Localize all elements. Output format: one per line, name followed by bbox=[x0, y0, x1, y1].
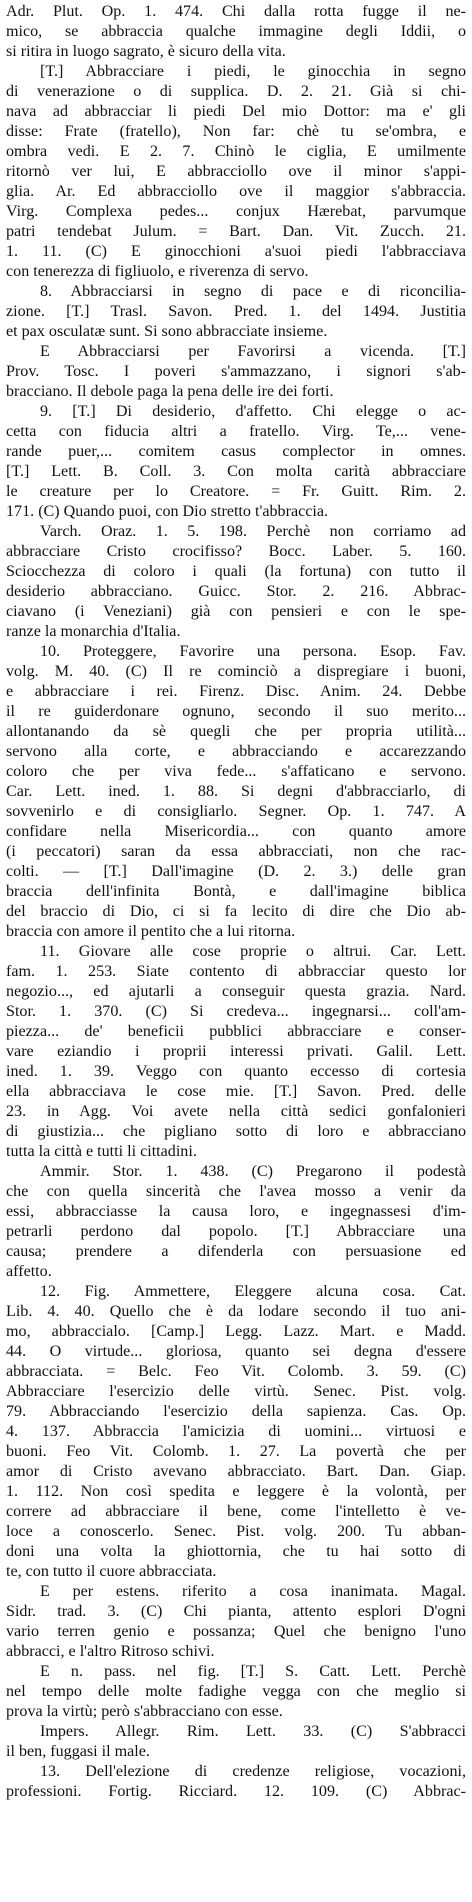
text-line: braccia con amore il pentito che a lui ritorna. bbox=[6, 923, 296, 940]
text-line: ined. 1. 39. Veggo con quanto eccesso di cortesia bbox=[6, 1063, 466, 1080]
text-line: il re guiderdonare ognuno, secondo il suo merito... bbox=[6, 703, 466, 720]
text-line: affetto. bbox=[6, 1263, 52, 1280]
text-line: allontanando da sè quegli che per propria utilità... bbox=[6, 723, 466, 740]
text-line: bracciano. Il debole paga la pena delle ire dei forti. bbox=[6, 383, 334, 400]
text-line: cetta con fiducia altri a fratello. Virg. Te,... vene- bbox=[6, 423, 466, 440]
text-line: piezza... de' beneficii pubblici abbracciare e conser- bbox=[6, 1023, 466, 1040]
text-line: (i peccatori) saran da essa abbracciati, non che rac- bbox=[6, 843, 466, 860]
text-line: che con quella sincerità che l'avea mosso a venir da bbox=[6, 1183, 466, 1200]
text-line: rande puer,... comitem casus complector in omnes. bbox=[6, 443, 466, 460]
text-line: prova la virtù; però s'abbracciano con esse. bbox=[6, 1703, 283, 1720]
text-line: 13. Dell'elezione di credenze religiose, vocazioni, bbox=[40, 1763, 466, 1780]
text-line: Sciocchezza di coloro i quali (la fortuna) con tutto il bbox=[6, 563, 466, 580]
text-line: vario terren genio e possanza; Quel che benigno l'uno bbox=[6, 1623, 466, 1640]
text-line: negozio..., ed ajutarli a conseguir questa grazia. Nard. bbox=[6, 983, 466, 1000]
text-line: patri tendebat Julum. = Bart. Dan. Vit. Zucch. 21. bbox=[6, 223, 466, 240]
text-line: di venerazione o di supplica. D. 2. 21. Già si chi- bbox=[6, 83, 466, 100]
text-line: 10. Proteggere, Favorire una persona. Esop. Fav. bbox=[40, 643, 466, 660]
text-line: desiderio abbracciano. Guicc. Stor. 2. 216. Abbrac- bbox=[6, 583, 466, 600]
text-line: buoni. Feo Vit. Colomb. 1. 27. La povertà che per bbox=[6, 1443, 466, 1460]
text-line: Sidr. trad. 3. (C) Chi pianta, attento esplori D'ogni bbox=[6, 1603, 466, 1620]
text-line: doni una volta la ghiottornia, che tu hai sotto di bbox=[6, 1543, 466, 1560]
text-line: ciavano (i Veneziani) già con pensieri e con le spe- bbox=[6, 603, 466, 620]
text-line: vare eziandio i proprii interessi privati. Galil. Lett. bbox=[6, 1043, 466, 1060]
text-line: tutta la città e tutti li cittadini. bbox=[6, 1143, 197, 1160]
text-line: fam. 1. 253. Siate contento di abbracciar questo lor bbox=[6, 963, 466, 980]
text-line: Car. Lett. ined. 1. 88. Si degni d'abbracciarlo, di bbox=[6, 783, 466, 800]
text-line: E n. pass. nel fig. [T.] S. Catt. Lett. Perchè bbox=[40, 1663, 466, 1680]
text-line: ella abbracciava le cose mie. [T.] Savon. Pred. delle bbox=[6, 1083, 466, 1100]
text-line: amor di Cristo avevano abbracciato. Bart. Dan. Giap. bbox=[6, 1463, 466, 1480]
text-line: di giustizia... che pigliano sotto di loro e abbracciano bbox=[6, 1123, 466, 1140]
text-line: Varch. Oraz. 1. 5. 198. Perchè non corriamo ad bbox=[40, 523, 466, 540]
text-line: Abbracciare l'esercizio delle virtù. Senec. Pist. volg. bbox=[6, 1383, 466, 1400]
text-line: professioni. Fortig. Ricciard. 12. 109. (C) Abbrac- bbox=[6, 1783, 466, 1800]
text-line: 79. Abbracciando l'esercizio della sapienza. Cas. Op. bbox=[6, 1403, 466, 1420]
text-line: essi, abbracciasse la causa loro, e ingegnassesi d'im- bbox=[6, 1203, 466, 1220]
text-line: glia. Ar. Ed abbracciollo ove il maggior s'abbraccia. bbox=[6, 183, 466, 200]
text-line: Virg. Complexa pedes... conjux Hærebat, parvumque bbox=[6, 203, 466, 220]
text-line: te, con tutto il cuore abbracciata. bbox=[6, 1563, 217, 1580]
text-line: ranze la monarchia d'Italia. bbox=[6, 623, 181, 640]
text-line: 9. [T.] Di desiderio, d'affetto. Chi elegge o ac- bbox=[40, 403, 466, 420]
text-line: si ritira in luogo sagrato, è sicuro della vita. bbox=[6, 43, 286, 60]
text-line: e abbracciare i rei. Firenz. Disc. Anim. 24. Debbe bbox=[6, 683, 466, 700]
text-line: mico, se abbraccia qualche immagine degli Iddii, o bbox=[6, 23, 466, 40]
text-line: loce a conoscerlo. Senec. Pist. volg. 200. Tu abban- bbox=[6, 1523, 466, 1540]
text-line: servono alla corte, e abbracciando e accarezzando bbox=[6, 743, 466, 760]
text-line: 44. O virtude... gloriosa, quanto sei degna d'essere bbox=[6, 1343, 466, 1360]
text-line: ombra vedi. E 2. 7. Chinò le ciglia, E umilmente bbox=[6, 143, 466, 160]
text-line: volg. M. 40. (C) Il re cominciò a dispregiare i buoni, bbox=[6, 663, 466, 680]
text-line: disse: Frate (fratello), Non far: chè tu se'ombra, e bbox=[6, 123, 466, 140]
text-line: del braccio di Dio, ci si fa lecito di dire che Dio ab- bbox=[6, 903, 466, 920]
text-line: abbracci, e l'altro Ritroso schivi. bbox=[6, 1643, 215, 1660]
text-line: mo, abbraccialo. [Camp.] Legg. Lazz. Mart. e Madd. bbox=[6, 1323, 466, 1340]
text-line: correre ad abbracciare il bene, come l'intelletto è ve- bbox=[6, 1503, 466, 1520]
text-line: con tenerezza di figliuolo, e riverenza di servo. bbox=[6, 263, 309, 280]
text-line: ritornò ver lui, E abbracciollo ove il minor s'appi- bbox=[6, 163, 466, 180]
text-line: 4. 137. Abbraccia l'amicizia di uomini... virtuosi e bbox=[6, 1423, 466, 1440]
text-line: sovvenirlo e di consigliarlo. Segner. Op. 1. 747. A bbox=[6, 803, 466, 820]
text-line: nava ad abbracciar li piedi Del mio Dottor: ma e' gli bbox=[6, 103, 466, 120]
text-line: Impers. Allegr. Rim. Lett. 33. (C) S'abbracci bbox=[40, 1723, 466, 1740]
text-line: 171. (C) Quando puoi, con Dio stretto t'abbraccia. bbox=[6, 503, 329, 520]
text-line: Lib. 4. 40. Quello che è da lodare secondo il tuo ani- bbox=[6, 1303, 466, 1320]
text-line: E Abbracciarsi per Favorirsi a vicenda. [T.] bbox=[40, 343, 466, 360]
text-line: E per estens. riferito a cosa inanimata. Magal. bbox=[40, 1583, 466, 1600]
text-line: Stor. 1. 370. (C) Si credeva... ingegnarsi... coll'am- bbox=[6, 1003, 466, 1020]
text-line: petrarli perdono dal popolo. [T.] Abbracciare una bbox=[6, 1223, 466, 1240]
text-line: confidare nella Misericordia... con quanto amore bbox=[6, 823, 466, 840]
text-line: et pax osculatæ sunt. Si sono abbracciate insieme. bbox=[6, 323, 328, 340]
text-line: Ammir. Stor. 1. 438. (C) Pregarono il podestà bbox=[40, 1163, 466, 1180]
text-line: 12. Fig. Ammettere, Eleggere alcuna cosa. Cat. bbox=[40, 1283, 466, 1300]
text-line: il ben, fuggasi il male. bbox=[6, 1743, 150, 1760]
text-line: causa; prendere a difenderla con persuasione ed bbox=[6, 1243, 466, 1260]
text-line: nel tempo delle molte fadighe vegga con che meglio si bbox=[6, 1683, 466, 1700]
text-line: 11. Giovare alle cose proprie o altrui. Car. Lett. bbox=[40, 943, 466, 960]
text-line: 23. in Agg. Voi avete nella città sedici gonfalonieri bbox=[6, 1103, 466, 1120]
text-line: colti. — [T.] Dall'imagine (D. 2. 3.) delle gran bbox=[6, 863, 466, 880]
text-line: 1. 11. (C) E ginocchioni a'suoi piedi l'abbracciava bbox=[6, 243, 466, 260]
text-line: braccia dell'infinita Bontà, e dall'imagine biblica bbox=[6, 883, 466, 900]
text-line: abbracciata. = Belc. Feo Vit. Colomb. 3. 59. (C) bbox=[6, 1363, 466, 1380]
text-line: 8. Abbracciarsi in segno di pace e di riconcilia- bbox=[40, 283, 466, 300]
text-line: zione. [T.] Trasl. Savon. Pred. 1. del 1494. Justitia bbox=[6, 303, 466, 320]
text-line: Prov. Tosc. I poveri s'ammazzano, i signori s'ab- bbox=[6, 363, 466, 380]
text-line: 1. 112. Non così spedita e leggere è la volontà, per bbox=[6, 1483, 466, 1500]
text-line: le creature per lo Creatore. = Fr. Guitt. Rim. 2. bbox=[6, 483, 466, 500]
text-line: [T.] Abbracciare i piedi, le ginocchia in segno bbox=[40, 63, 466, 80]
text-line: [T.] Lett. B. Coll. 3. Con molta carità abbracciare bbox=[6, 463, 466, 480]
text-line: Adr. Plut. Op. 1. 474. Chi dalla rotta fugge il ne- bbox=[6, 3, 466, 20]
text-line: abbracciare Cristo crocifisso? Bocc. Laber. 5. 160. bbox=[6, 543, 466, 560]
text-line: coloro che per viva fede... s'affaticano e servono. bbox=[6, 763, 466, 780]
